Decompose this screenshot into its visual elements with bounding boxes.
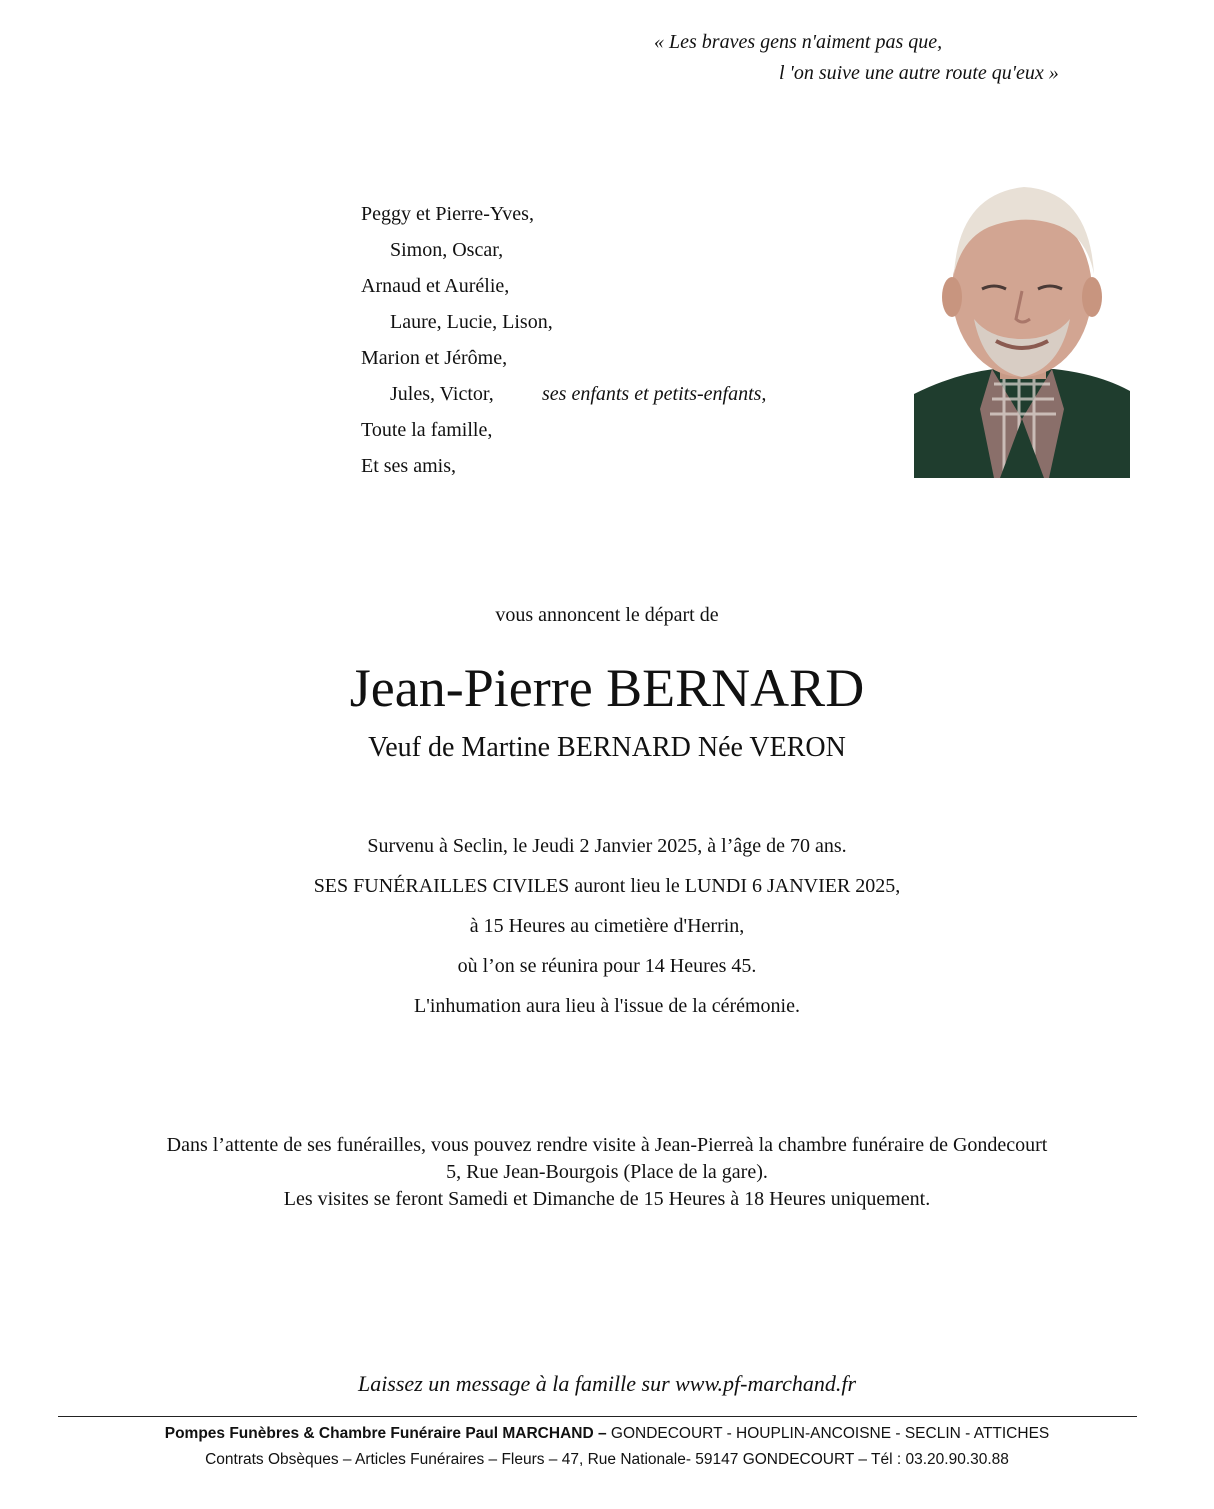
footer-company bbox=[0, 1425, 1214, 1443]
family-line: Peggy et Pierre-Yves, bbox=[361, 203, 534, 225]
visit-line: Les visites se feront Samedi et Dimanche de 15 Heures à 18 Heures uniquement. bbox=[283, 1188, 931, 1210]
family-line: Simon, Oscar, bbox=[390, 239, 504, 261]
family-line: Et ses amis, bbox=[361, 455, 456, 477]
epigraph-line-1: « Les braves gens n'aiment pas que, bbox=[654, 31, 943, 53]
visit-line: Dans l’attente de ses funérailles, vous pouvez rendre visite à Jean-Pierreà la chambre funéraire de Gondecourt bbox=[166, 1134, 1048, 1156]
message-link-text: Laissez un message à la famille sur www.pf-marchand.fr bbox=[357, 1371, 857, 1396]
family-relation: ses enfants et petits-enfants, bbox=[542, 383, 767, 405]
footer-company-name: Pompes Funèbres & Chambre Funéraire Paul MARCHAND – bbox=[164, 1425, 607, 1442]
announce-text: vous annoncent le départ de bbox=[495, 604, 719, 626]
footer-towns: GONDECOURT - HOUPLIN-ANCOISNE - SECLIN - ATTICHES bbox=[606, 1425, 1050, 1442]
deceased-subtitle: Veuf de Martine BERNARD Née VERON bbox=[368, 732, 846, 763]
family-line: Arnaud et Aurélie, bbox=[361, 275, 510, 297]
family-line: Laure, Lucie, Lison, bbox=[390, 311, 553, 333]
detail-line: où l’on se réunira pour 14 Heures 45. bbox=[457, 955, 757, 977]
family-line: Jules, Victor, bbox=[390, 383, 494, 405]
deceased-name: Jean-Pierre BERNARD bbox=[349, 658, 865, 718]
footer-services: Contrats Obsèques – Articles Funéraires – Fleurs – 47, Rue Nationale- 59147 GONDECOURT – Tél : 03.20.90.30.88 bbox=[205, 1451, 1009, 1468]
portrait-photo bbox=[914, 179, 1130, 478]
detail-line: Survenu à Seclin, le Jeudi 2 Janvier 2025, à l’âge de 70 ans. bbox=[367, 835, 847, 857]
visit-line: 5, Rue Jean-Bourgois (Place de la gare). bbox=[446, 1161, 768, 1183]
family-line: Marion et Jérôme, bbox=[361, 347, 508, 369]
epigraph-line-2: l 'on suive une autre route qu'eux » bbox=[779, 62, 1059, 84]
detail-line: L'inhumation aura lieu à l'issue de la cérémonie. bbox=[414, 995, 800, 1017]
footer-divider bbox=[58, 1416, 1137, 1417]
detail-line: à 15 Heures au cimetière d'Herrin, bbox=[469, 915, 745, 937]
family-line: Toute la famille, bbox=[361, 419, 493, 441]
detail-line: SES FUNÉRAILLES CIVILES auront lieu le LUNDI 6 JANVIER 2025, bbox=[313, 875, 901, 897]
